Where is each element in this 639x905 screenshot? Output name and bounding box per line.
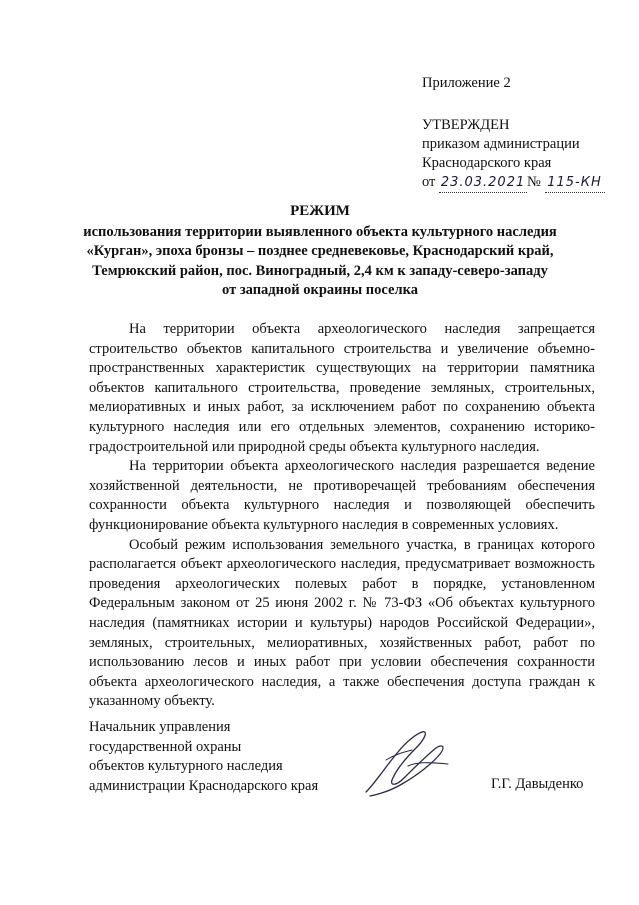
approved-heading: УТВЕРЖДЕН [422,117,510,133]
handwritten-date: 23.03.2021 [439,173,527,193]
signatory-name: Г.Г. Давыденко [491,776,584,792]
paragraph-permissions: На территории объекта археологического наследия разрешается ведение хозяйственной деятельности, не противоречащей требованиям обеспечения сохранности объекта культурного наследия и позволяющей обеспечить функционирование объекта культурного наследия в современных условиях. [89,458,595,533]
title-line-2: «Курган», эпоха бронзы – позднее средневековье, Краснодарский край, [86,243,554,260]
approval-date-line [422,173,622,193]
document-body [89,320,595,712]
approval-block [422,74,622,193]
title-main: РЕЖИМ [290,203,350,219]
handwritten-signature [356,726,456,802]
paragraph-prohibitions: На территории объекта археологического наследия запрещается строительство объектов капитального строительства и увеличение объемно-пространственных характеристик существующих на территории памятника объектов капитального строительства, проведение земляных, строительных, мелиоративных и иных работ, за исключением работ по сохранению объекта культурного наследия или его отдельных элементов, сохранению историко-градостроительной или природной среды объекта культурного наследия. [89,321,595,455]
signatory-line-1: Начальник управления [89,719,231,735]
approval-authority-line: Краснодарского края [422,155,552,171]
document-title [60,202,580,301]
paragraph-special-regime: Особый режим использования земельного участка, в границах которого располагается объект археологического наследия, предусматривает возможность проведения археологических полевых работ в порядке, установленном Федеральным законом от 25 июня 2002 г. № 73-ФЗ «Об объектах культурного наследия (памятниках истории и культуры) народов Российской Федерации», земляных, строительных, мелиоративных, хозяйственных работ, работ по использованию лесов и иных работ при условии обеспечения сохранности объекта археологического наследия, а также обеспечения доступа граждан к указанному объекту. [89,536,595,710]
approval-order-line: приказом администрации [422,136,580,152]
title-line-3: Темрюкский район, пос. Виноградный, 2,4 км к западу-северо-западу [92,262,548,279]
date-prefix: от [422,174,436,190]
number-prefix: № [527,174,541,190]
signatory-line-3: объектов культурного наследия [89,758,283,774]
signatory-line-2: государственной охраны [89,738,242,755]
handwritten-number: 115-КН [545,173,605,193]
signatory-line-4: администрации Краснодарского края [89,777,319,794]
title-line-1: использования территории выявленного объекта культурного наследия [83,223,557,240]
signatory-position [89,718,318,796]
title-line-4: от западной окраины поселка [222,282,418,299]
appendix-label: Приложение 2 [422,75,511,91]
